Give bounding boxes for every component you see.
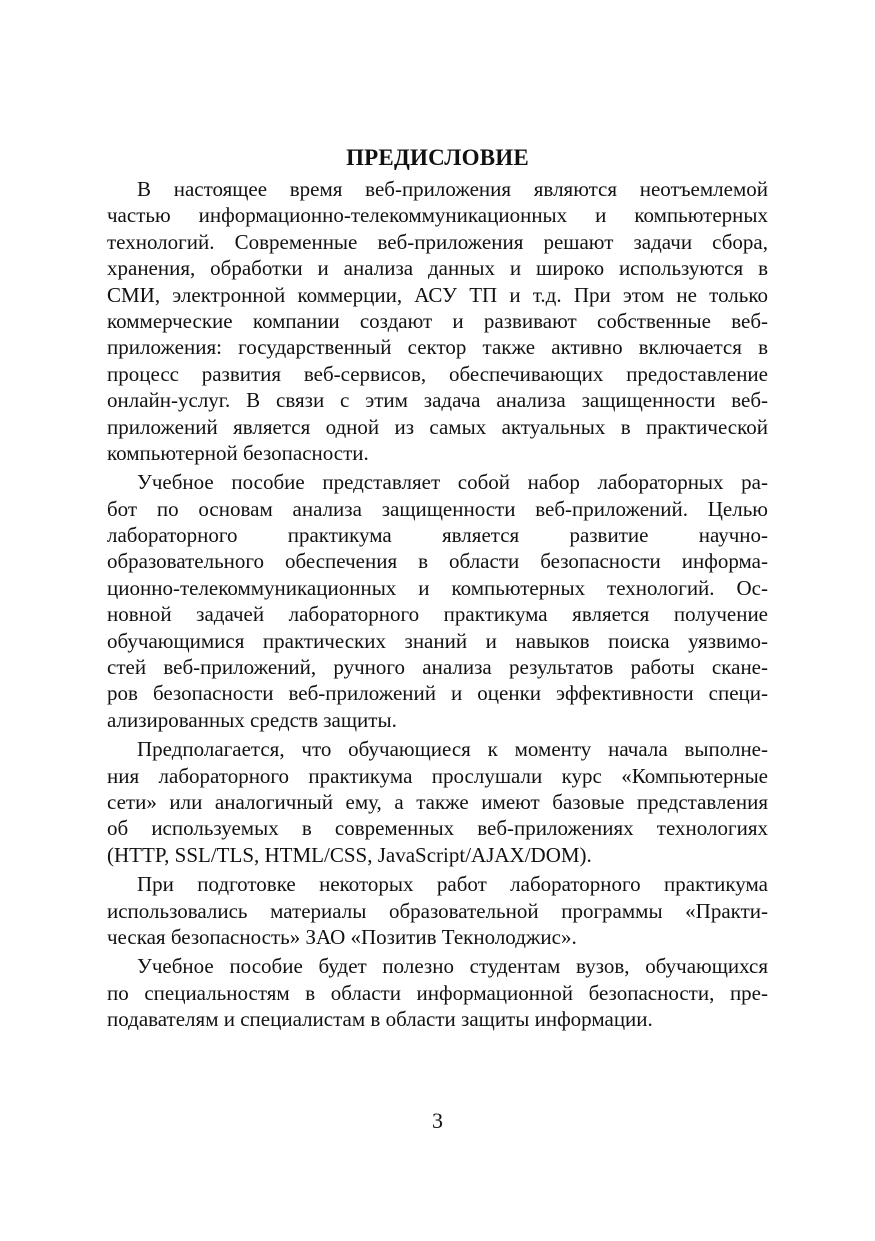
text-line: обучающимися практических знаний и навыков поиска уязвимо- [107, 628, 768, 653]
paragraph-2 [107, 469, 768, 733]
text-line: СМИ, электронной коммерции, АСУ ТП и т.д. При этом не только [107, 282, 768, 307]
page-title: ПРЕДИСЛОВИЕ [346, 145, 529, 170]
text-line: бот по основам анализа защищенности веб-приложений. Целью [107, 496, 768, 521]
text-line: технологий. Современные веб-приложения решают задачи сбора, [107, 229, 768, 254]
text-line: В настоящее время веб-приложения являются неотъемлемой [137, 177, 768, 201]
text-line: ализированных средств защиты. [107, 707, 397, 732]
text-line: (HTTP, SSL/TLS, HTML/CSS, JavaScript/AJAX/DOM). [107, 842, 592, 867]
text-line: об используемых в современных веб-приложениях технологиях [107, 816, 768, 841]
text-line: При подготовке некоторых работ лабораторного практикума [137, 872, 768, 897]
text-line: ческая безопасность» ЗАО «Позитив Текнолоджис». [107, 924, 577, 949]
text-line: онлайн-услуг. В связи с этим задача анализа защищенности веб- [107, 388, 768, 413]
text-line: лабораторного практикума является развитие научно- [107, 523, 768, 548]
text-line: по специальностям в области информационной безопасности, пре- [107, 980, 768, 1005]
text-line: хранения, обработки и анализа данных и широко используются в [107, 256, 768, 281]
text-line: Учебное пособие представляет собой набор лабораторных ра- [137, 470, 768, 495]
text-line: ров безопасности веб-приложений и оценки эффективности специ- [107, 681, 768, 706]
paragraph-4 [107, 871, 768, 950]
text-line: приложений является одной из самых актуальных в практической [107, 414, 768, 439]
paragraph-5 [107, 953, 768, 1032]
text-line: использовались материалы образовательной программы «Практи- [107, 898, 768, 923]
text-line: процесс развития веб-сервисов, обеспечивающих предоставление [107, 361, 768, 386]
text-line: Предполагается, что обучающиеся к моменту начала выполне- [137, 737, 768, 762]
text-line: приложения: государственный сектор также активно включается в [107, 335, 768, 360]
text-line: коммерческие компании создают и развивают собственные веб- [107, 308, 768, 333]
text-line: стей веб-приложений, ручного анализа результатов работы скане- [107, 655, 768, 680]
text-line: новной задачей лабораторного практикума является получение [107, 602, 768, 627]
text-line: частью информационно-телекоммуникационных и компьютерных [107, 203, 768, 228]
page-number: 3 [432, 1108, 443, 1133]
text-line: ционно-телекоммуникационных и компьютерных технологий. Ос- [107, 575, 768, 600]
paragraph-1 [107, 176, 768, 466]
paragraph-3 [107, 736, 768, 868]
text-line: компьютерной безопасности. [107, 440, 369, 465]
body-text [107, 176, 768, 1036]
text-line: ния лабораторного практикума прослушали курс «Компьютерные [107, 763, 768, 788]
text-line: Учебное пособие будет полезно студентам вузов, обучающихся [137, 954, 768, 979]
text-line: образовательного обеспечения в области безопасности информа- [107, 549, 768, 574]
text-line: подавателям и специалистам в области защиты информации. [107, 1007, 653, 1032]
text-line: сети» или аналогичный ему, а также имеют базовые представления [107, 789, 768, 814]
